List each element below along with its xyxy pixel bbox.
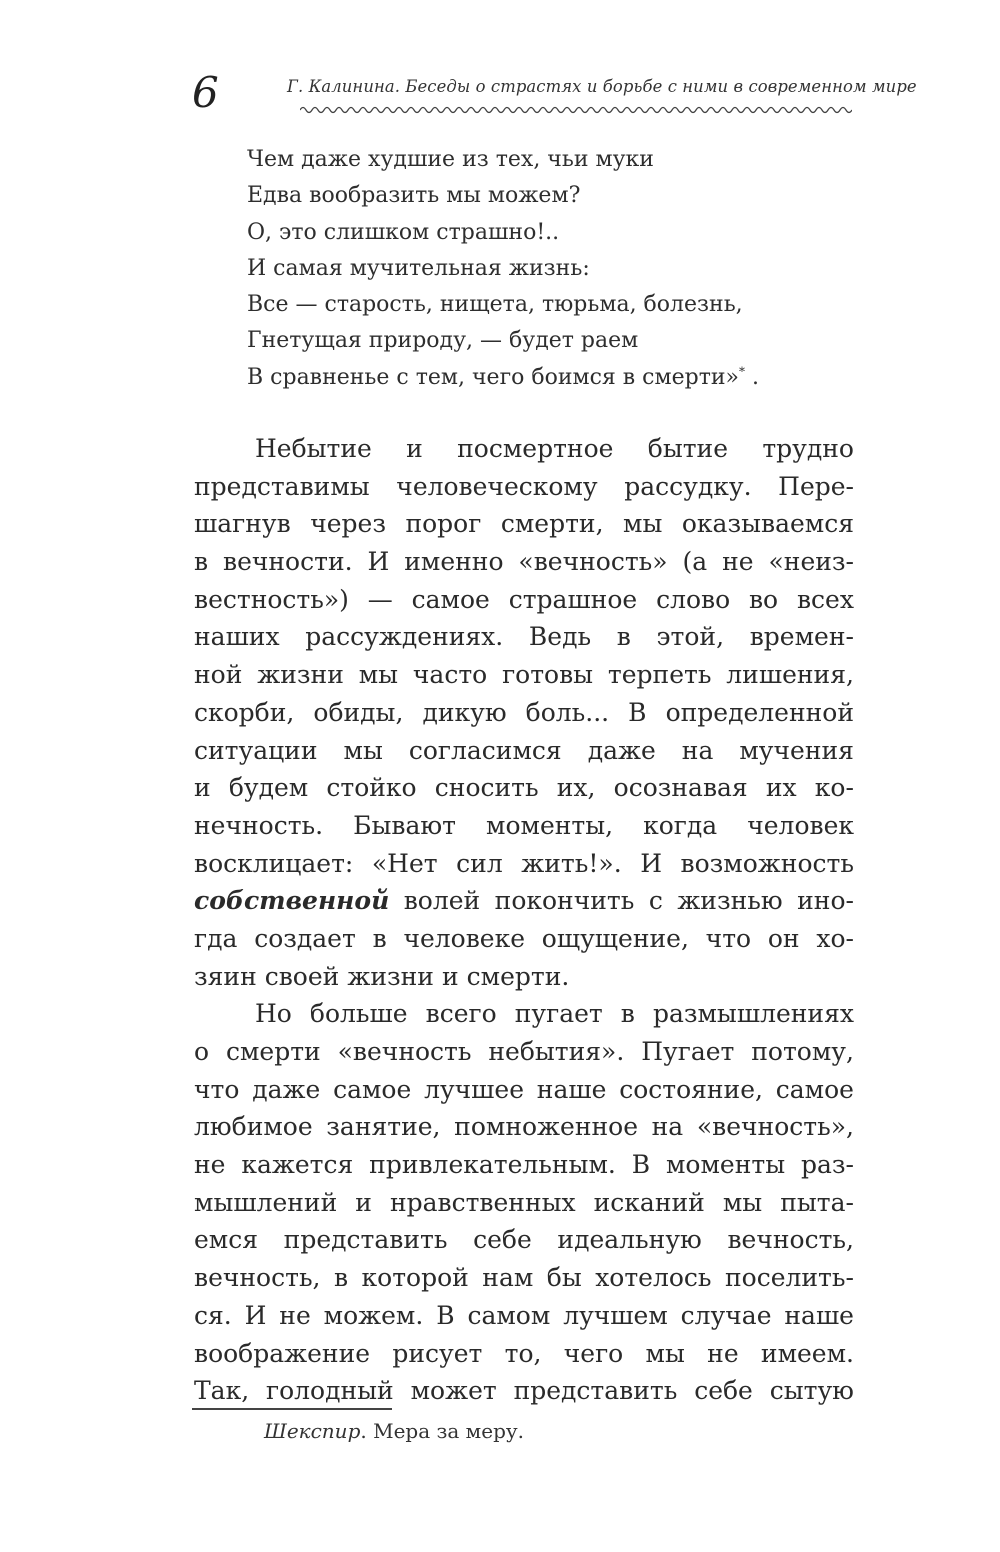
text-line: не кажется привлекательным. В моменты раз- (194, 1150, 854, 1180)
verse-line (247, 215, 759, 251)
verse-line-text: Едва вообразить мы можем? (247, 183, 581, 209)
footnote-marker: * (739, 364, 746, 379)
text-line: мышлений и нравственных исканий мы пыта- (194, 1187, 854, 1217)
body-text (194, 430, 854, 1410)
text-line: любимое занятие, помноженное на «вечность», (194, 1112, 854, 1142)
text-line: и будем стойко сносить их, осознавая их ко- (194, 773, 854, 803)
text-line: что даже самое лучшее наше состояние, самое (194, 1074, 854, 1104)
verse-line-text: Гнетущая природу, — будет раем (247, 328, 639, 354)
text-line: шагнув через порог смерти, мы оказываемся (194, 509, 854, 539)
paragraph-2 (194, 995, 854, 1410)
text-line: скорби, обиды, дикую боль... В определенной (194, 697, 854, 727)
verse-line (247, 251, 759, 287)
text-line: Но больше всего пугает в размышлениях (255, 999, 854, 1029)
footnote-separator (192, 1408, 392, 1410)
wavy-rule-ornament (300, 104, 852, 116)
text-line: ситуации мы согласимся даже на мучения (194, 735, 854, 765)
verse-line (247, 287, 759, 323)
text-line: вестность») — самое страшное слово во всех (194, 584, 854, 614)
running-title: Г. Калинина. Беседы о страстях и борьбе с ними в современном мире (287, 77, 917, 96)
paragraph-1 (194, 430, 854, 995)
text-line: восклицает: «Нет сил жить!». И возможность (194, 848, 854, 878)
text-line: в вечности. И именно «вечность» (а не «неиз- (194, 547, 854, 577)
verse-line-text: В сравненье с тем, чего боимся в смерти» (247, 364, 740, 390)
text-line: представимы человеческому рассудку. Пере- (194, 471, 854, 501)
verse-quote (247, 142, 759, 396)
running-header (192, 66, 917, 126)
verse-line (247, 178, 759, 214)
verse-line-text: Все — старость, нищета, тюрьма, болезнь, (247, 292, 743, 318)
verse-end-punctuation: . (745, 364, 760, 390)
verse-line-text: И самая мучительная жизнь: (247, 255, 590, 281)
text-line: наших рассуждениях. Ведь в этой, времен- (194, 622, 854, 652)
text-line: нечность. Бывают моменты, когда человек (194, 810, 854, 840)
text-line: емся представить себе идеальную вечность, (194, 1225, 854, 1255)
text-line: Так, голодный может представить себе сытую (194, 1376, 854, 1406)
text-line: собственной волей покончить с жизнью ино- (194, 882, 854, 920)
verse-line-text: Чем даже худшие из тех, чьи муки (247, 147, 654, 172)
footnote (264, 1417, 524, 1445)
text-line: воображение рисует то, чего мы не имеем. (194, 1338, 854, 1368)
emphasized-word: собственной (194, 886, 390, 916)
text-line: о смерти «вечность небытия». Пугает потому, (194, 1037, 854, 1066)
text-line: Небытие и посмертное бытие трудно (255, 434, 854, 463)
footnote-text: . Мера за меру. (360, 1419, 524, 1443)
page-number: 6 (192, 68, 219, 117)
verse-line (247, 360, 759, 396)
text-line: зяин своей жизни и смерти. (194, 961, 570, 991)
text-line: вечность, в которой нам бы хотелось поселить- (194, 1263, 854, 1293)
footnote-author: Шекспир (264, 1419, 361, 1443)
verse-line (247, 323, 759, 359)
verse-line-text: О, это слишком страшно!.. (247, 219, 560, 245)
text-line: ной жизни мы часто готовы терпеть лишения, (194, 660, 854, 690)
text-line: ся. И не можем. В самом лучшем случае наше (194, 1300, 854, 1330)
verse-line (247, 142, 759, 178)
text-line: гда создает в человеке ощущение, что он хо- (194, 923, 854, 953)
